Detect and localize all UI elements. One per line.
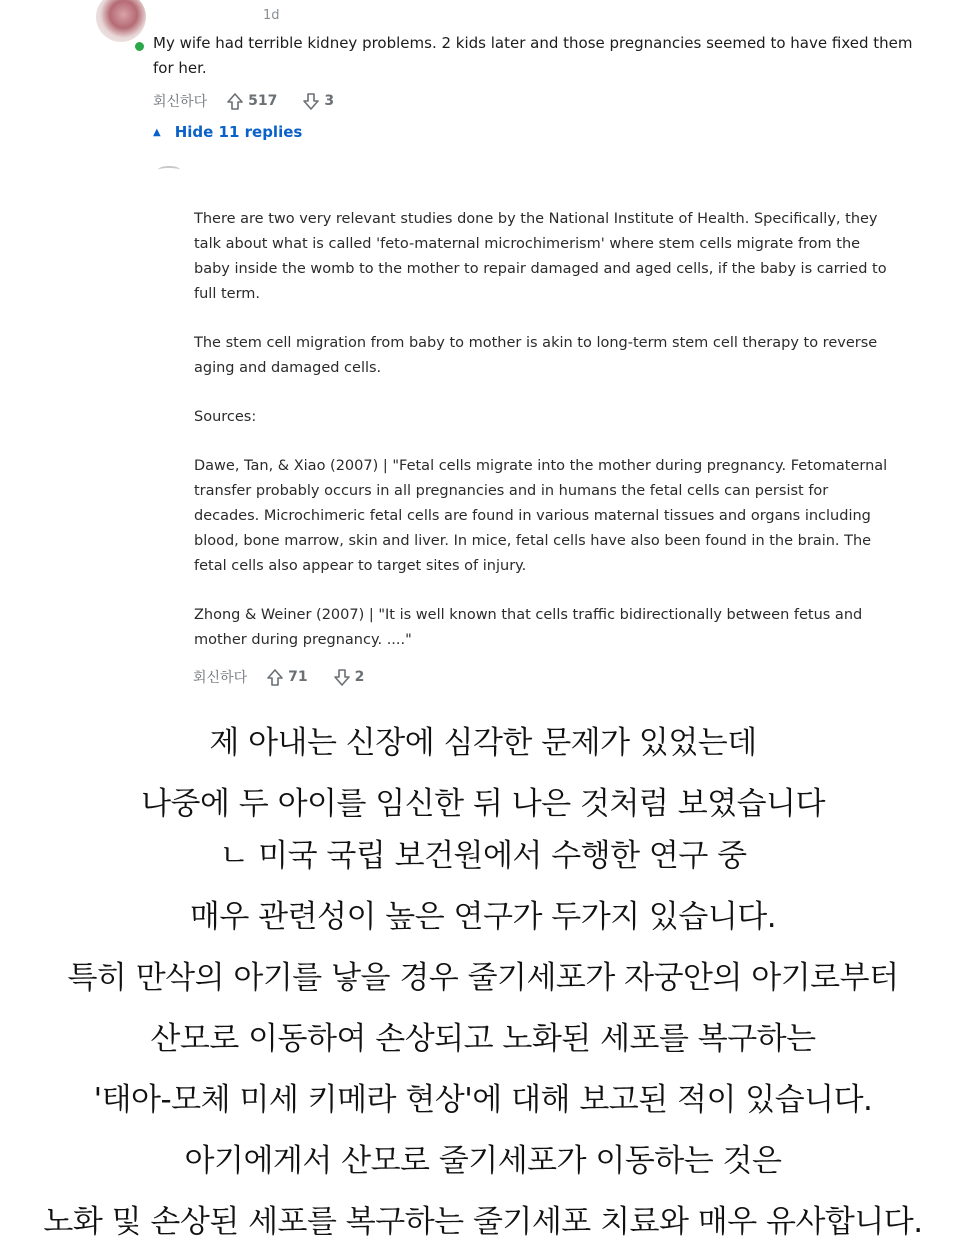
arrow-up-outline-icon — [227, 93, 243, 110]
translation-line: 노화 및 손상된 세포를 복구하는 줄기세포 치료와 매우 유사합니다. — [43, 1204, 923, 1240]
upvote-count: 71 — [288, 669, 308, 685]
translation-line: 특히 만삭의 아기를 낳을 경우 줄기세포가 자궁안의 아기로부터 — [67, 960, 899, 996]
reply-actions — [193, 665, 390, 689]
reply-avatar[interactable] — [158, 166, 180, 174]
downvote-button[interactable] — [303, 93, 334, 110]
translation-line: 매우 관련성이 높은 연구가 두가지 있습니다. — [189, 899, 777, 935]
comment-actions — [153, 89, 360, 113]
translation-line: '태아-모체 미세 키메라 현상'에 대해 보고된 적이 있습니다. — [93, 1082, 873, 1118]
downvote-count: 2 — [354, 669, 365, 685]
hide-replies-label: Hide 11 replies — [174, 123, 303, 141]
downvote-button[interactable] — [334, 669, 365, 686]
translation-line: 나중에 두 아이를 임신한 뒤 나은 것처럼 보였습니다 — [141, 786, 825, 822]
reply-paragraph: Zhong & Weiner (2007) | "It is well known that cells traffic bidirectionally between fetus and mother during pregnancy. ...." — [194, 607, 863, 648]
translation-line: 제 아내는 신장에 심각한 문제가 있었는데 — [209, 725, 757, 761]
comment-text: My wife had terrible kidney problems. 2 kids later and those pregnancies seemed to have fixed them for her. — [153, 34, 913, 77]
upvote-button[interactable] — [267, 669, 307, 686]
upvote-button[interactable] — [227, 93, 277, 110]
reply-paragraph: The stem cell migration from baby to mother is akin to long-term stem cell therapy to reverse aging and damaged cells. — [194, 335, 878, 376]
downvote-count: 3 — [324, 93, 335, 109]
reply-paragraph: There are two very relevant studies done by the National Institute of Health. Specifically, they talk about what is called 'feto-maternal microchimerism' where stem cells migrate from the baby inside the womb to the mother to repair damaged and aged cells, if the baby is carried to full term. — [194, 211, 887, 302]
translation-reply — [0, 826, 966, 1253]
reply-paragraph: Sources: — [194, 409, 257, 425]
translation-line: 아기에게서 산모로 줄기세포가 이동하는 것은 — [184, 1143, 782, 1179]
reply-button[interactable]: 회신하다 — [153, 94, 208, 110]
arrow-down-outline-icon — [334, 669, 350, 686]
reply-text — [194, 207, 894, 677]
comment-age: 1d — [263, 8, 280, 23]
caret-up-icon: ▲ — [153, 126, 161, 138]
translation-line: 산모로 이동하여 손상되고 노화된 세포를 복구하는 — [150, 1021, 816, 1057]
avatar-image — [96, 0, 146, 42]
upvote-count: 517 — [248, 93, 278, 109]
arrow-down-outline-icon — [303, 93, 319, 110]
reply-button[interactable]: 회신하다 — [193, 670, 248, 686]
comment — [0, 0, 966, 160]
online-status-icon — [134, 41, 145, 52]
translation-comment — [0, 713, 966, 835]
reply-paragraph: Dawe, Tan, & Xiao (2007) | "Fetal cells migrate into the mother during pregnancy. Fetomaternal transfer probably occurs in all pregnancies and in humans the fetal cells can persist for decades. Microchimeric fetal cells are found in various maternal tissues and organs including blood, bone marrow, skin and liver. In mice, fetal cells have also been found in the brain. The fetal cells also appear to target sites of injury. — [194, 458, 888, 574]
arrow-up-outline-icon — [267, 669, 283, 686]
hide-replies-button[interactable] — [153, 123, 302, 141]
translation-line: ㄴ 미국 국립 보건원에서 수행한 연구 중 — [219, 838, 747, 874]
